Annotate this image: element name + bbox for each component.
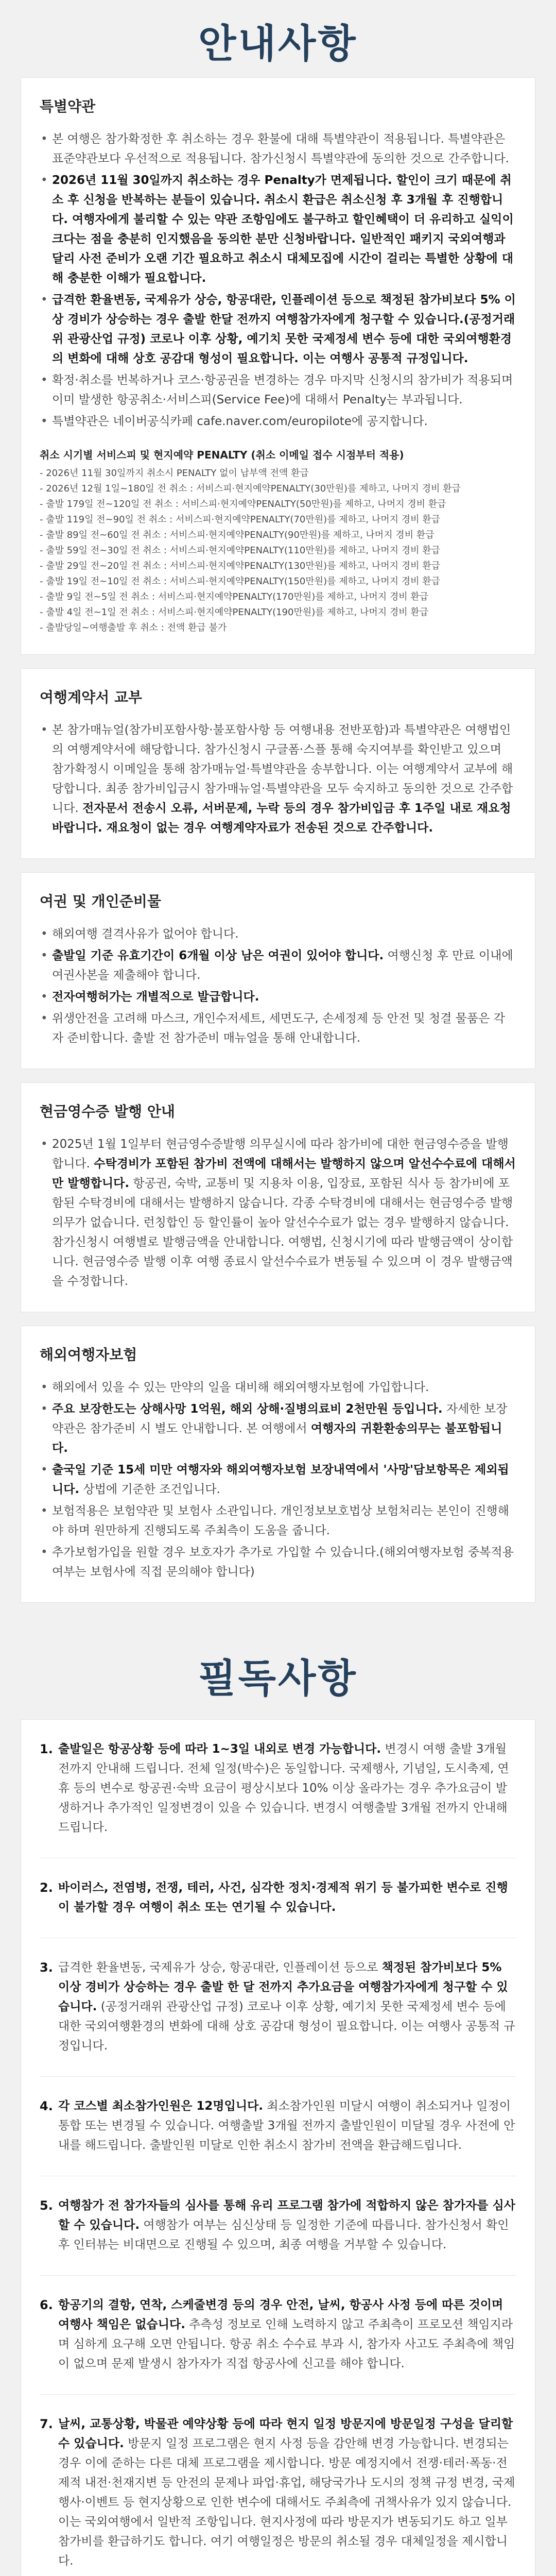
bold-text: 여행참가 전 참가자들의 심사를 통해 유리 프로그램 참가에 적합하지 않은 참가자를 심사할 수 있습니다.: [58, 2199, 515, 2232]
text: 자세한 보장약관은 참가준비 시 별도 안내합니다. 본 여행에서: [52, 1402, 508, 1435]
refund-schedule-line: - 출발 119일 전~90일 전 취소 : 서비스피·현지예약PENALTY(70만원)를 제하고, 나머지 경비 환급: [40, 514, 441, 525]
item-number: 7.: [40, 2417, 53, 2431]
text: 보험적용은 보험약관 및 보험사 소관입니다. 개인정보보호법상 보험처리는 본인이 진행해야 하며 원만하게 진행되도록 주최측이 도움을 줍니다.: [52, 1504, 509, 1537]
bullet-list: [40, 720, 516, 838]
list-item: [40, 171, 516, 288]
text: 급격한 환율변동, 국제유가 상승, 항공대란, 인플레이션 등으로: [58, 1961, 382, 1974]
bold-text: 전자여행허가는 개별적으로 발급합니다.: [52, 990, 259, 1004]
bold-text: 출국일 기준 15세 미만 여행자와 해외여행자보험 보장내역에서 '사망'담보항목은 제외됩니다.: [52, 1463, 509, 1496]
item-number: 3.: [40, 1960, 53, 1975]
list-item: [40, 946, 516, 985]
info-card: [21, 872, 535, 1069]
item-number: 4.: [40, 2099, 53, 2113]
list-item: [40, 1501, 516, 1540]
refund-schedule-line: - 출발 59일 전~30일 전 취소 : 서비스피·현지예약PENALTY(110만원)를 제하고, 나머지 경비 환급: [40, 545, 441, 556]
list-item: [40, 1399, 516, 1458]
text: 위생안전을 고려해 마스크, 개인수저세트, 세면도구, 손세정제 등 안전 및 청결 물품은 각자 준비합니다. 출발 전 참가준비 매뉴얼을 통해 안내합니다.: [52, 1012, 505, 1045]
item-text: [58, 2196, 516, 2255]
item-number: 6.: [40, 2298, 53, 2312]
list-item: [40, 129, 516, 168]
list-item: [40, 720, 516, 838]
text: 최소참가인원 미달시 여행이 취소되거나 일정이 통합 또는 변경될 수 있습니다. 여행출발 3개월 전까지 출발인원이 미달될 경우 사전에 안내를 해드립니다. 출발인원 미달로 인한 취소시 참가비 전액을 환급해드립니다.: [58, 2099, 515, 2152]
text: 해외여행 결격사유가 없어야 합니다.: [52, 927, 239, 941]
refund-schedule: [40, 447, 516, 636]
list-item: [40, 1460, 516, 1499]
bold-text: 날씨, 교통상황, 박물관 예약상황 등에 따라 현지 일정 방문지에 방문일정 구성을 달리할 수 있습니다.: [58, 2417, 513, 2450]
must-read-list: [40, 1720, 516, 2576]
must-read-item: [40, 2077, 516, 2176]
item-number: 1.: [40, 1742, 53, 1756]
bullet-list: [40, 924, 516, 1048]
must-read-item: [40, 1938, 516, 2077]
item-text: [58, 2414, 516, 2571]
text: 변경시 여행 출발 3개월 전까지 안내해 드립니다. 전체 일정(박수)은 동일합니다. 국제행사, 기념일, 도시축제, 연휴 등의 변수로 항공권·숙박 요금이 평상시보다 10% 이상 올라가는 경우 추가요금이 발생하거나 추가적인 일정변경이 있을 수 있습니다. 변경시 여행출발 3개월 전까지 안내해 드립니다.: [58, 1742, 509, 1834]
section-title: 해외여행자보험: [40, 1346, 137, 1363]
must-read-item: [40, 1858, 516, 1938]
section-title: 여행계약서 교부: [40, 689, 143, 706]
must-read-item: [40, 2176, 516, 2276]
text: 방문지 일정 프로그램은 현지 사정 등을 감안해 변경 가능합니다. 변경되는 경우 이에 준하는 다른 대체 프로그램을 제시합니다. 방문 예정지에서 전쟁·테러·폭동·전제적 내전·천재지변 등 안전의 문제나 파업·휴업, 해당국가나 도시의 정책 규정 변경, 국제행사·이벤트 등 현지상황으로 인한 변수에 대해서도 주최측에 귀책사유가 있지 않습니다. 이는 국외여행에서 일반적 조항입니다. 현지사정에 따라 방문지가 변동되기도 하고 일부 참가비를 환급하기도 합니다. 여기 여행일정은 방문의 취소될 경우 대체일정을 제시합니다.: [58, 2437, 515, 2568]
bold-text: 출발일은 항공상황 등에 따라 1~3일 내외로 변경 가능합니다.: [58, 1742, 381, 1756]
info-title: 안내사항: [198, 21, 358, 66]
refund-schedule-line: - 출발 29일 전~20일 전 취소 : 서비스피·현지예약PENALTY(130만원)를 제하고, 나머지 경비 환급: [40, 561, 441, 571]
item-number: 5.: [40, 2198, 53, 2213]
bold-text: 바이러스, 전염병, 전쟁, 테러, 사건, 심각한 정치·경제적 위기 등 불가피한 변수로 진행이 불가할 경우 여행이 취소 또는 연기될 수 있습니다.: [58, 1881, 508, 1914]
text: 본 참가매뉴얼(참가비포함사항·불포함사항 등 여행내용 전반포함)과 특별약관은 여행법인의 여행계약서에 해당합니다. 참가신청시 구글폼·스플 통해 숙지여부를 확인받고 있으며 참가확정시 이메일을 통해 참가매뉴얼·특별약관을 송부합니다. 이는 여행계약서 교부에 해당합니다. 최종 참가비입금시 참가매뉴얼·특별약관을 모두 숙지하고 동의한 것으로 간주합니다.: [52, 723, 513, 815]
list-item: [40, 1543, 516, 1582]
list-item: [40, 987, 516, 1007]
text: 확정·취소를 번복하거나 코스·항공권을 변경하는 경우 마지막 신청시의 참가비가 적용되며 이미 발생한 항공취소·서비스피(Service Fee)에 대해서 Penalty는 부과됩니다.: [52, 374, 513, 406]
item-text: [58, 1878, 516, 1917]
bold-text: 여행자의 귀환환송의무는 불포함됩니다.: [52, 1422, 502, 1455]
must-read-card: [21, 1719, 535, 2576]
must-read-item: [40, 1720, 516, 1858]
text: 여행신청 후 만료 이내에 여권사본을 제출해야 합니다.: [52, 949, 513, 982]
text: 해외에서 있을 수 있는 만약의 일을 대비해 해외여행자보험에 가입합니다.: [52, 1381, 429, 1394]
refund-schedule-line: - 출발 4일 전~1일 전 취소 : 서비스피·현지예약PENALTY(190만원)를 제하고, 나머지 경비 환급: [40, 607, 429, 618]
info-card: [21, 668, 535, 859]
bold-text: 전자문서 전송시 오류, 서버문제, 누락 등의 경우 참가비입금 후 1주일 내로 재요청 바랍니다. 재요청이 없는 경우 여행계약자료가 전송된 것으로 간주합니다.: [52, 802, 511, 835]
item-text: [58, 1958, 516, 2056]
section-title: 특별약관: [40, 98, 96, 115]
list-item: [40, 1009, 516, 1048]
refund-schedule-line: - 출발 19일 전~10일 전 취소 : 서비스피·현지예약PENALTY(150만원)를 제하고, 나머지 경비 환급: [40, 576, 441, 587]
item-text: [58, 2295, 516, 2374]
item-text: [58, 2096, 516, 2155]
text: 여행참가 여부는 심신상태 등 일정한 기준에 따릅니다. 참가신청서 확인 후 인터뷰는 비대면으로 진행될 수 있으며, 최종 여행을 거부할 수 있습니다.: [58, 2218, 509, 2251]
bullet-list: [40, 129, 516, 431]
bullet-list: [40, 1134, 516, 1291]
must-read-item: [40, 2395, 516, 2576]
info-sections: [21, 77, 535, 1603]
section-title: 여권 및 개인준비물: [40, 893, 161, 910]
refund-schedule-title: 취소 시기별 서비스피 및 현지예약 PENALTY (취소 이메일 접수 시점부터 적용): [40, 449, 404, 461]
text: 2025년 1월 1일부터 현금영수증발행 의무실시에 따라 참가비에 대한 현금영수증을 발행합니다.: [52, 1138, 509, 1171]
bold-text: 급격한 환율변동, 국제유가 상승, 항공대란, 인플레이션 등으로 책정된 참가비보다 5% 이상 경비가 상승하는 경우 출발 한달 전까지 여행참가자에게 청구할 수 있습니다.(공정거래위 관광산업 규정) 코로나 이후 상황, 예기치 못한 국제정세 변수 등에 대한 국외여행환경의 변화에 대해 상호 공감대 형성이 필요합니다. 이는 여행사 공통적 규정입니다.: [52, 293, 516, 365]
info-card: [21, 1082, 535, 1312]
must-read-title: 필독사항: [198, 1655, 358, 1701]
bold-text: 수탁경비가 포함된 참가비 전액에 대해서는 발행하지 않으며 알선수수료에 대해서만 발행합니다.: [52, 1157, 516, 1190]
text: 본 여행은 참가확정한 후 취소하는 경우 환불에 대해 특별약관이 적용됩니다. 특별약관은 표준약관보다 우선적으로 적용됩니다. 참가신청시 특별약관에 동의한 것으로 간주합니다.: [52, 132, 509, 165]
list-item: [40, 290, 516, 368]
refund-schedule-line: - 2026년 11월 30일까지 취소시 PENALTY 없이 납부액 전액 환급: [40, 468, 309, 479]
text: 추가보험가입을 원할 경우 보호자가 추가로 가입할 수 있습니다.(해외여행자보험 중복적용 여부는 보험사에 직접 문의해야 합니다): [52, 1546, 514, 1579]
refund-schedule-line: - 2026년 12월 1일~180일 전 취소 : 서비스피·현지예약PENALTY(30만원)를 제하고, 나머지 경비 환급: [40, 483, 461, 494]
list-item: [40, 370, 516, 410]
text: 특별약관은 네이버공식카페 cafe.naver.com/europilote에 공지합니다.: [52, 415, 428, 428]
text: 항공권, 숙박, 교통비 및 지용차 이용, 입장료, 포함된 식사 등 참가비에 포함된 수탁경비에 대해서는 발행하지 않습니다. 각종 수탁경비에 대해서는 현금영수증 발행 의무가 없습니다. 런칭합인 등 할인률이 높아 알선수수료가 없는 경우 발행하지 않습니다. 참가신청시 여행별로 발행금액을 안내합니다. 여행법, 신청시기에 따라 발행금액이 상이합니다. 현금영수증 발행 이후 여행 종료시 알선수수료가 변동될 수 있으며 이 경우 발행금액을 수정합니다.: [52, 1177, 513, 1288]
section-title: 현금영수증 발행 안내: [40, 1103, 175, 1120]
refund-schedule-line: - 출발 9일 전~5일 전 취소 : 서비스피·현지예약PENALTY(170만원)를 제하고, 나머지 경비 환급: [40, 591, 429, 602]
bold-text: 주요 보장한도는 상해사망 1억원, 해외 상해·질병의료비 2천만원 등입니다.: [52, 1402, 443, 1416]
item-text: [58, 1739, 516, 1837]
list-item: [40, 1378, 516, 1397]
bold-text: 2026년 11월 30일까지 취소하는 경우 Penalty가 면제됩니다. 할인이 크기 때문에 취소 후 신청을 반복하는 분들이 있습니다. 취소시 환급은 취소신청 후 3개월 후 진행합니다. 여행자에게 불리할 수 있는 약관 조항임에도 불구하고 할인혜택이 더 유리하고 실익이 크다는 점을 충분히 인지했음을 동의한 분만 신청바랍니다. 일반적인 패키지 국외여행과 달리 사전 준비가 오랜 기간 필요하고 취소시 대체모집에 시간이 걸리는 특별한 상황에 대해 충분한 이해가 필요합니다.: [52, 174, 514, 285]
bold-text: 항공기의 결항, 연착, 스케줄변경 등의 경우 안전, 날씨, 항공사 사정 등에 따른 것이며 여행사 책임은 없습니다.: [58, 2298, 503, 2331]
info-card: [21, 77, 535, 655]
must-read-item: [40, 2276, 516, 2395]
text: (공정거래위 관광산업 규정) 코로나 이후 상황, 예기치 못한 국제정세 변수 등에 대한 국외여행환경의 변화에 대해 상호 공감대 형성이 필요합니다. 이는 여행사 공통적 규정입니다.: [58, 2000, 515, 2053]
bold-text: 책정된 참가비보다 5% 이상 경비가 상승하는 경우 출발 한 달 전까지 추가요금을 여행참가자에게 청구할 수 있습니다.: [58, 1961, 508, 2013]
refund-schedule-line: - 출발 179일 전~120일 전 취소 : 서비스피·현지예약PENALTY(50만원)를 제하고, 나머지 경비 환급: [40, 499, 446, 510]
item-number: 2.: [40, 1880, 53, 1895]
bullet-list: [40, 1378, 516, 1582]
list-item: [40, 412, 516, 431]
bold-text: 출발일 기준 유효기간이 6개월 이상 남은 여권이 있어야 합니다.: [52, 949, 384, 962]
refund-schedule-line: - 출발 89일 전~60일 전 취소 : 서비스피·현지예약PENALTY(90만원)를 제하고, 나머지 경비 환급: [40, 530, 435, 540]
text: 추측성 정보로 인해 노력하지 않고 주최측이 프로모션 책임지라며 심하게 요구해 오면 안됩니다. 항공 취소 수수료 부과 시, 참가자 사고도 주최측에 책임이 없으며 문제 발생시 참가자가 직접 항공사에 신고를 해야 합니다.: [58, 2318, 515, 2370]
bold-text: 각 코스별 최소참가인원은 12명입니다.: [58, 2099, 264, 2113]
info-card: [21, 1326, 535, 1603]
list-item: [40, 1134, 516, 1291]
text: 상법에 기준한 조건입니다.: [79, 1483, 220, 1496]
list-item: [40, 924, 516, 944]
refund-schedule-line: - 출발당일~여행출발 후 취소 : 전액 환급 불가: [40, 622, 227, 633]
